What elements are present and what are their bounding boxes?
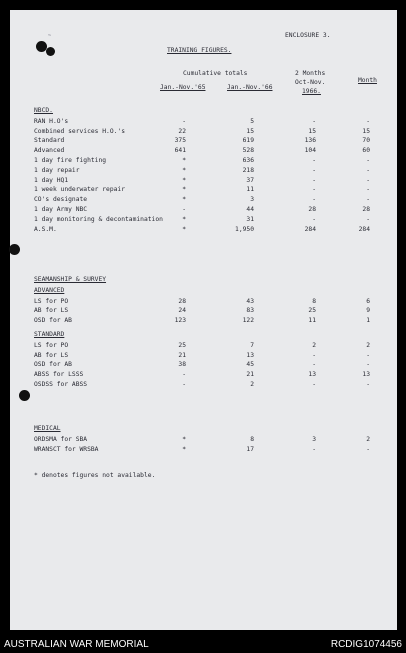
row-label: 1 day repair — [34, 166, 80, 174]
row-label: ABSS for LSSS — [34, 371, 84, 379]
table-cell: 11 — [308, 317, 316, 325]
table-cell: * — [182, 186, 186, 194]
table-cell: - — [366, 157, 370, 164]
table-cell: 37 — [246, 176, 254, 184]
subsection-heading: ADVANCED — [34, 286, 65, 294]
table-cell: 28 — [362, 206, 370, 213]
section-heading: NBCD. — [34, 107, 53, 114]
col3-header-line1: 2 Months — [295, 70, 326, 77]
table-cell: - — [366, 445, 370, 453]
row-label: 1 week underwater repair — [34, 186, 125, 194]
table-cell: * — [182, 196, 186, 204]
table-cell: * — [182, 225, 186, 233]
table-cell: - — [312, 166, 316, 174]
section-heading: SEAMANSHIP & SURVEY — [34, 276, 107, 283]
table-cell: 44 — [246, 206, 254, 213]
table-cell: 136 — [304, 137, 316, 145]
table-cell: 218 — [242, 166, 254, 174]
table-cell: 38 — [178, 361, 186, 369]
table-cell: - — [312, 361, 316, 369]
table-cell: - — [366, 381, 370, 388]
row-label: AB for LS — [34, 307, 69, 315]
table-cell: 375 — [174, 137, 186, 145]
footer-reference: RCDIG1074456 — [330, 639, 402, 650]
table-cell: 28 — [308, 206, 316, 213]
row-label: OSD for AB — [34, 361, 72, 369]
table-cell: - — [366, 351, 370, 359]
table-cell: 284 — [358, 225, 370, 233]
table-cell: * — [182, 445, 186, 453]
table-cell: - — [182, 381, 186, 388]
table-cell: - — [312, 215, 316, 223]
table-cell: - — [366, 215, 370, 223]
row-label: 1 day monitoring & decontamination — [34, 215, 163, 223]
row-label: 1 day Army NBC — [34, 206, 88, 213]
row-label: WRANSCT for WRSBA — [34, 445, 99, 453]
col3-header-line3: 1966. — [302, 88, 321, 95]
col2-header: Jan.-Nov.'66 — [227, 84, 273, 91]
handwritten-mark: ~ — [48, 33, 52, 39]
table-cell: 6 — [366, 297, 370, 305]
table-cell: 22 — [178, 127, 186, 135]
table-cell: 528 — [242, 147, 254, 155]
archive-footer — [0, 636, 406, 653]
table-cell: - — [366, 176, 370, 184]
table-cell: * — [182, 166, 186, 174]
table-cell: 31 — [246, 215, 254, 223]
row-label: LS for PO — [34, 341, 69, 349]
table-cell: - — [366, 186, 370, 194]
col1-header: Jan.-Nov.'65 — [160, 84, 206, 91]
table-cell: 83 — [246, 307, 254, 315]
row-label: RAN H.O's — [34, 117, 69, 125]
enclosure-label: ENCLOSURE 3. — [285, 32, 331, 39]
table-cell: - — [182, 206, 186, 213]
section-heading: MEDICAL — [34, 425, 61, 432]
subsection-heading: STANDARD — [34, 331, 65, 338]
row-label: AB for LS — [34, 351, 69, 359]
table-cell: * — [182, 176, 186, 184]
punch-hole — [9, 244, 20, 255]
table-cell: 123 — [174, 317, 186, 325]
table-cell: 70 — [362, 137, 370, 145]
table-cell: 2 — [366, 341, 370, 349]
table-cell: 24 — [178, 307, 186, 315]
table-cell: 45 — [246, 361, 254, 369]
table-cell: 13 — [246, 351, 254, 359]
document-title: TRAINING FIGURES. — [167, 47, 232, 54]
table-cell: 15 — [362, 127, 370, 135]
table-cell: 2 — [366, 435, 370, 443]
footnote: * denotes figures not available. — [34, 472, 156, 479]
row-label: Advanced — [34, 147, 65, 155]
cumulative-header: Cumulative totals — [183, 70, 248, 77]
table-cell: - — [312, 117, 316, 125]
table-cell: 5 — [250, 117, 254, 125]
table-cell: 3 — [250, 196, 254, 204]
table-cell: 28 — [178, 297, 186, 305]
table-cell: 21 — [178, 351, 186, 359]
row-label: 1 day HQ1 — [34, 176, 69, 184]
row-label: Standard — [34, 137, 65, 145]
table-cell: - — [312, 157, 316, 164]
table-cell: 636 — [242, 157, 254, 164]
table-cell: 25 — [178, 341, 186, 349]
row-label: A.S.M. — [34, 225, 57, 233]
table-cell: - — [366, 196, 370, 204]
row-label: LS for PO — [34, 297, 69, 305]
table-cell: 7 — [250, 341, 254, 349]
table-cell: 2 — [250, 381, 254, 388]
table-cell: - — [312, 351, 316, 359]
table-cell: 43 — [246, 297, 254, 305]
table-cell: - — [366, 361, 370, 369]
punch-hole — [46, 47, 55, 56]
table-cell: 8 — [312, 297, 316, 305]
footer-source: AUSTRALIAN WAR MEMORIAL — [4, 639, 149, 650]
table-cell: 641 — [174, 147, 186, 155]
row-label: CO's designate — [34, 196, 88, 204]
table-cell: 21 — [246, 371, 254, 379]
table-cell: - — [312, 176, 316, 184]
punch-hole — [19, 390, 30, 401]
table-cell: - — [366, 166, 370, 174]
row-label: OSDSS for ABSS — [34, 381, 88, 388]
table-cell: 284 — [304, 225, 316, 233]
table-cell: 104 — [304, 147, 316, 155]
row-label: OSD for AB — [34, 317, 72, 325]
table-cell: 13 — [362, 371, 370, 379]
table-cell: 2 — [312, 341, 316, 349]
table-cell: - — [182, 117, 186, 125]
table-cell: - — [366, 117, 370, 125]
document-page — [10, 10, 397, 630]
table-cell: - — [312, 196, 316, 204]
row-label: ORDSMA for SBA — [34, 435, 88, 443]
table-cell: 13 — [308, 371, 316, 379]
table-cell: 619 — [242, 137, 254, 145]
row-label: Combined services H.O.'s — [34, 127, 125, 135]
table-cell: 17 — [246, 445, 254, 453]
table-cell: 11 — [246, 186, 254, 194]
table-cell: 1 — [366, 317, 370, 325]
col3-header-line2: Oct-Nov. — [295, 79, 326, 86]
table-cell: - — [312, 186, 316, 194]
table-cell: 8 — [250, 435, 254, 443]
table-cell: 1,950 — [235, 225, 254, 233]
table-cell: - — [312, 381, 316, 388]
table-cell: * — [182, 215, 186, 223]
col4-header: Month — [358, 77, 377, 84]
table-cell: * — [182, 157, 186, 164]
table-cell: - — [182, 371, 186, 379]
table-cell: 25 — [308, 307, 316, 315]
table-cell: 15 — [308, 127, 316, 135]
table-cell: 3 — [312, 435, 316, 443]
table-cell: 15 — [246, 127, 254, 135]
table-cell: - — [312, 445, 316, 453]
row-label: 1 day fire fighting — [34, 157, 107, 164]
table-cell: 60 — [362, 147, 370, 155]
table-cell: * — [182, 435, 186, 443]
table-cell: 9 — [366, 307, 370, 315]
table-cell: 122 — [242, 317, 254, 325]
